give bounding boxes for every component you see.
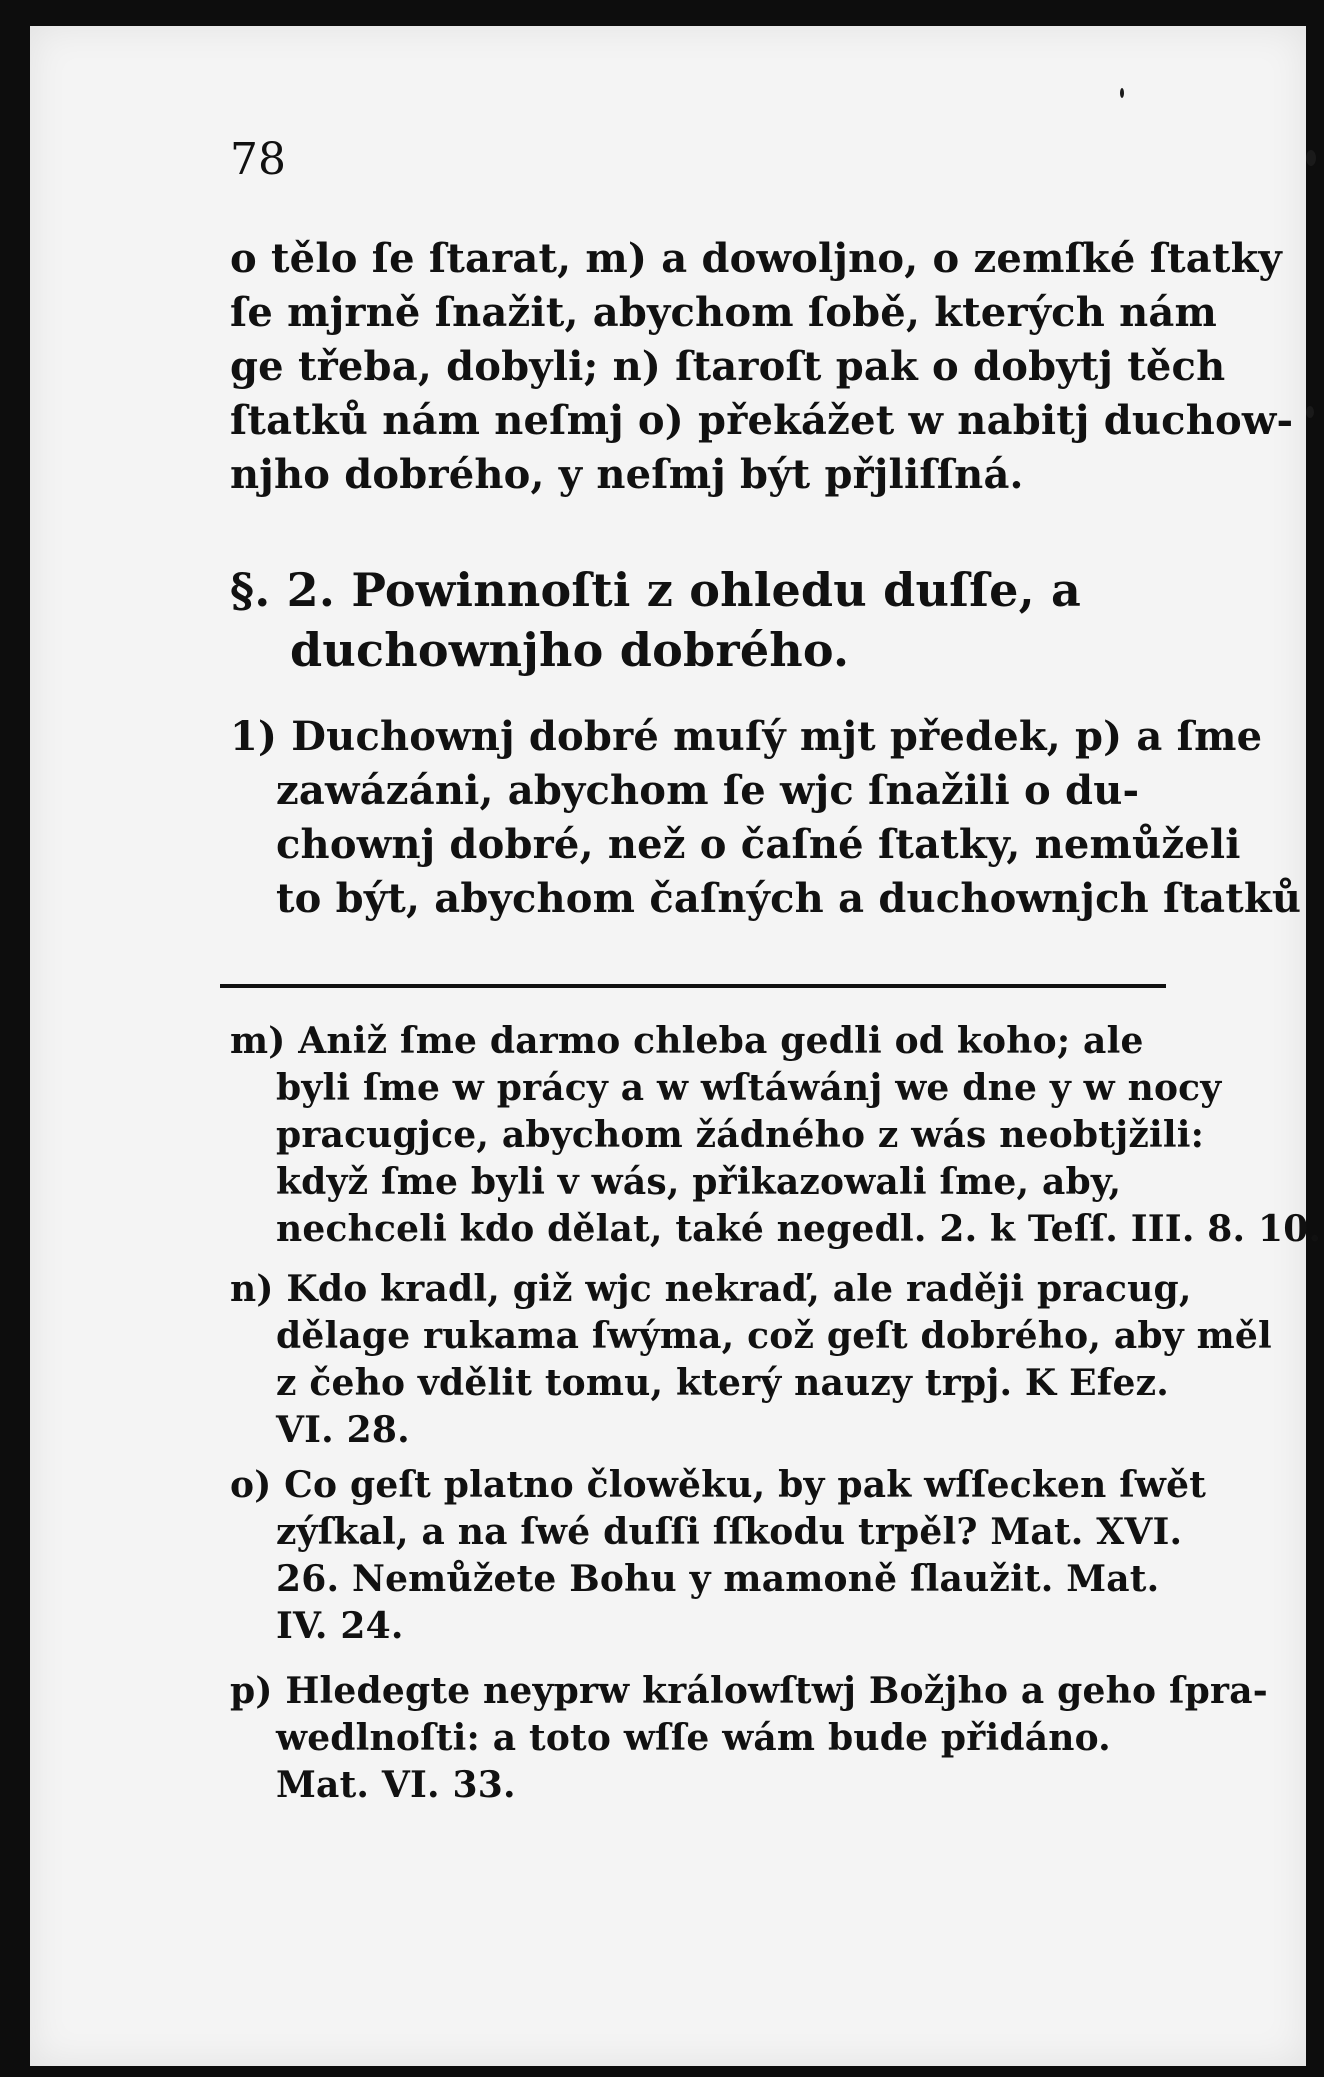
footnote-line: o) Co geſt platno člowěku, by pak wſſecken ſwět <box>230 1464 1207 1506</box>
speck-mark <box>1306 406 1314 418</box>
heading-line: §. 2. Powinnoſti z ohledu duſſe, a <box>230 563 1082 617</box>
footnote-p <box>230 1668 1268 1809</box>
footnote-line: když ſme byli v wás, přikazowali ſme, aby, <box>276 1161 1122 1203</box>
speck-mark <box>1306 150 1316 166</box>
section-heading <box>230 560 1162 680</box>
footnote-line: 26. Nemůžete Bohu y mamoně ſlaužit. Mat. <box>276 1558 1160 1600</box>
footnote-line: dělage rukama ſwýma, což geſt dobrého, aby měl <box>276 1315 1272 1357</box>
footnote-line: p) Hledegte neyprw králowſtwj Božjho a geho ſpra- <box>230 1670 1268 1712</box>
footnote-line: byli ſme w prácy a w wſtáwánj we dne y w nocy <box>276 1067 1222 1109</box>
footnote-line: VI. 28. <box>276 1409 410 1451</box>
footnote-n <box>230 1266 1272 1454</box>
footnote-o <box>230 1462 1207 1650</box>
text-line: ſe mjrně ſnažit, abychom ſobě, kterých nám <box>230 289 1218 336</box>
text-line: o tělo ſe ſtarat, m) a dowoljno, o zemſké ſtatky <box>230 235 1282 282</box>
main-text <box>230 232 1294 502</box>
text-line: chownj dobré, než o čaſné ſtatky, nemůželi <box>276 821 1241 868</box>
speck-mark <box>1120 88 1124 98</box>
footnote-line: wedlnoſti: a toto wſſe wám bude přidáno. <box>276 1717 1111 1759</box>
paragraph-1 <box>230 710 1302 926</box>
footnote-line: IV. 24. <box>276 1605 404 1647</box>
footnote-line: zýſkal, a na ſwé duſſi ſſkodu trpěl? Mat. XVI. <box>276 1511 1183 1553</box>
footnote-m <box>230 1018 1322 1253</box>
page-number: 78 <box>230 134 286 185</box>
text-line: to být, abychom čaſných a duchownjch ſtatků <box>276 875 1302 922</box>
footnote-line: nechceli kdo dělat, také negedl. 2. k Teſſ. III. 8. 10. <box>276 1208 1322 1250</box>
footnote-line: n) Kdo kradl, giž wjc nekraď, ale raději pracug, <box>230 1268 1192 1310</box>
footnote-line: Mat. VI. 33. <box>276 1764 516 1806</box>
heading-line: duchownjho dobrého. <box>290 623 850 677</box>
footnote-line: pracugjce, abychom žádného z wás neobtjžili: <box>276 1114 1205 1156</box>
footnote-divider <box>220 984 1166 988</box>
text-line: njho dobrého, y neſmj být přjliſſná. <box>230 451 1024 498</box>
text-line: 1) Duchownj dobré muſý mjt předek, p) a ſme <box>230 713 1263 760</box>
text-line: ge třeba, dobyli; n) ſtaroſt pak o dobytj těch <box>230 343 1226 390</box>
footnote-line: m) Aniž ſme darmo chleba gedli od koho; ale <box>230 1020 1144 1062</box>
text-line: zawázáni, abychom ſe wjc ſnažili o du- <box>276 767 1140 814</box>
footnote-line: z čeho vdělit tomu, který nauzy trpj. K Efez. <box>276 1362 1169 1404</box>
text-line: ſtatků nám neſmj o) překážet w nabitj duchow- <box>230 397 1294 444</box>
